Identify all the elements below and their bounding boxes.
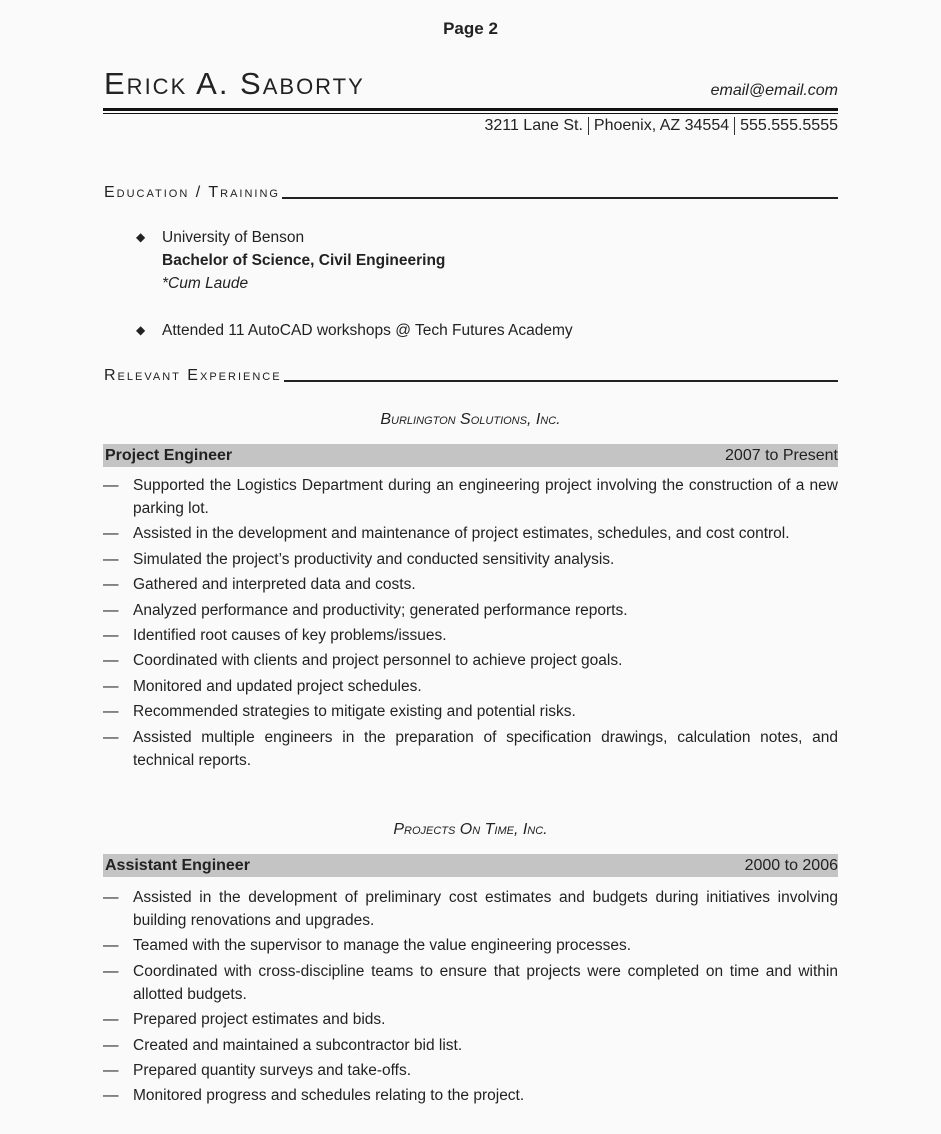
dash-bullet-icon: —	[103, 703, 119, 721]
company-name: Projects On Time, Inc.	[393, 821, 548, 838]
dash-bullet-icon: —	[103, 1011, 119, 1029]
dash-bullet-icon: —	[103, 626, 119, 644]
job-title: Assistant Engineer	[105, 856, 250, 874]
diamond-bullet-icon: ◆	[136, 323, 146, 337]
duty-item	[103, 960, 838, 1006]
duty-item	[103, 1034, 838, 1057]
address: 3211 Lane St.	[484, 117, 583, 134]
phone: 555.555.5555	[734, 117, 838, 135]
duty-text: Analyzed performance and productivity; generated performance reports.	[133, 601, 628, 619]
duty-text: Prepared project estimates and bids.	[133, 1011, 386, 1029]
duty-text: Monitored progress and schedules relating to the project.	[133, 1087, 525, 1105]
duty-text: Monitored and updated project schedules.	[133, 677, 422, 695]
duty-text: Coordinated with clients and project personnel to achieve project goals.	[133, 652, 623, 670]
page-number: Page 2	[443, 19, 498, 38]
dash-bullet-icon: —	[103, 477, 119, 494]
heading-rule	[284, 380, 838, 382]
duty-item	[103, 624, 838, 647]
job-title: Project Engineer	[105, 446, 233, 464]
degree: Bachelor of Science, Civil Engineering	[162, 252, 446, 269]
duty-item	[103, 886, 838, 932]
workshop: Attended 11 AutoCAD workshops @ Tech Futures Academy	[162, 322, 573, 339]
duty-text: Assisted multiple engineers in the preparation of specification drawings, calculation notes, and technical reports.	[133, 728, 838, 769]
duty-item	[103, 1008, 838, 1031]
job-title-bar	[103, 444, 838, 467]
duty-text: Assisted in the development of preliminary cost estimates and budgets during initiatives involving building renovations and upgrades.	[133, 889, 838, 929]
duty-item	[103, 1084, 838, 1107]
dash-bullet-icon: —	[103, 1087, 119, 1105]
duty-item	[103, 548, 838, 571]
duty-item	[103, 934, 838, 957]
contact-line	[479, 117, 838, 135]
duty-text: Prepared quantity surveys and take-offs.	[133, 1061, 412, 1079]
dash-bullet-icon: —	[103, 652, 119, 670]
education-heading-text: Education / Training	[104, 184, 280, 201]
job-dates: 2000 to 2006	[744, 856, 838, 874]
duty-item	[103, 599, 838, 622]
job-title-bar	[103, 854, 838, 877]
education-item	[136, 226, 445, 295]
job-dates: 2007 to Present	[725, 446, 838, 464]
diamond-bullet-icon: ◆	[136, 230, 146, 244]
header-rule-thick	[103, 108, 838, 111]
heading-rule	[282, 197, 838, 199]
experience-heading	[104, 367, 838, 385]
dash-bullet-icon: —	[103, 937, 119, 955]
duty-text: Gathered and interpreted data and costs.	[133, 576, 416, 594]
education-item	[136, 319, 573, 342]
duties-list	[103, 474, 838, 774]
dash-bullet-icon: —	[103, 601, 119, 619]
dash-bullet-icon: —	[103, 962, 119, 980]
duty-item	[103, 649, 838, 672]
candidate-name: Erick A. Saborty	[104, 66, 365, 101]
duty-text: Recommended strategies to mitigate existing and potential risks.	[133, 703, 576, 721]
duty-item	[103, 675, 838, 698]
duty-item	[103, 522, 838, 545]
duty-text: Teamed with the supervisor to manage the value engineering processes.	[133, 937, 632, 955]
honors: *Cum Laude	[162, 275, 249, 292]
dash-bullet-icon: —	[103, 1061, 119, 1079]
experience-heading-text: Relevant Experience	[104, 367, 282, 384]
dash-bullet-icon: —	[103, 576, 119, 594]
dash-bullet-icon: —	[103, 1036, 119, 1054]
dash-bullet-icon: —	[103, 889, 119, 906]
duty-item	[103, 726, 838, 772]
dash-bullet-icon: —	[103, 525, 119, 543]
company-name: Burlington Solutions, Inc.	[380, 411, 561, 428]
education-heading	[104, 184, 838, 202]
email: email@email.com	[710, 82, 838, 99]
duty-text: Supported the Logistics Department during an engineering project involving the construction of a new parking lot.	[133, 477, 838, 517]
school: University of Benson	[162, 229, 305, 246]
duty-item	[103, 1059, 838, 1082]
duty-text: Coordinated with cross-discipline teams to ensure that projects were completed on time and within allotted budgets.	[133, 962, 838, 1003]
dash-bullet-icon: —	[103, 550, 119, 568]
duty-text: Identified root causes of key problems/issues.	[133, 626, 447, 644]
city: Phoenix, AZ 34554	[588, 117, 734, 135]
duty-text: Simulated the project’s productivity and conducted sensitivity analysis.	[133, 550, 615, 568]
duty-item	[103, 700, 838, 723]
dash-bullet-icon: —	[103, 728, 119, 746]
duties-list	[103, 886, 838, 1110]
dash-bullet-icon: —	[103, 677, 119, 695]
duty-item	[103, 573, 838, 596]
duty-item	[103, 474, 838, 520]
header-rule-thin	[103, 113, 838, 114]
duty-text: Created and maintained a subcontractor bid list.	[133, 1036, 463, 1054]
duty-text: Assisted in the development and maintenance of project estimates, schedules, and cost control.	[133, 525, 790, 543]
